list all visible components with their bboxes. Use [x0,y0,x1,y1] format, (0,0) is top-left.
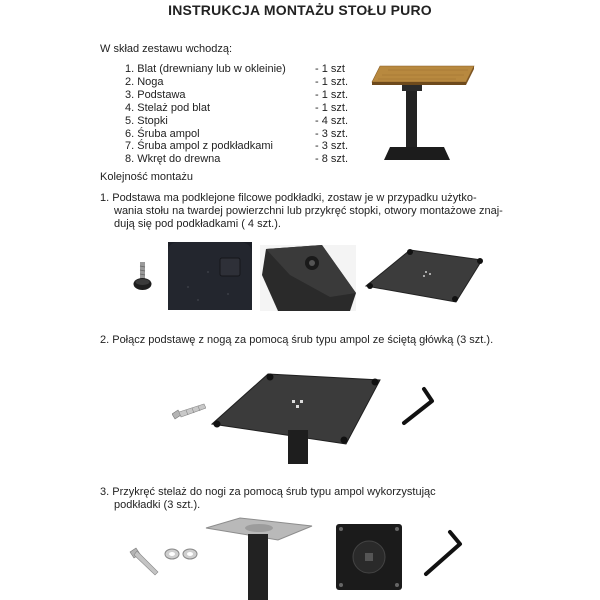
assembly-order-heading: Kolejność montażu [100,171,193,183]
parts-list-item [125,153,348,166]
leg-with-bracket-photo [204,516,314,600]
document-title: INSTRUKCJA MONTAŻU STOŁU PURO [168,2,432,18]
parts-list-item [125,89,348,102]
part-name: 2. Noga [125,75,164,88]
part-name: 4. Stelaż pod blat [125,101,211,114]
parts-list-item [125,63,348,76]
part-name: 5. Stopki [125,114,168,127]
table-photo [368,60,480,168]
part-qty: - 3 szt. [315,140,349,153]
hex-key-photo [420,528,466,580]
step-line: 2. Połącz podstawę z nogą za pomocą śrub typu ampol ze ściętą główką (3 szt.). [100,334,494,346]
part-qty: - 1 szt [315,63,345,75]
parts-list-item [125,128,348,141]
part-qty: - 3 szt. [315,127,349,140]
step-line: dują się pod podkładkami ( 4 szt.). [114,218,281,230]
base-with-leg-photo [210,370,382,464]
parts-list-item [125,115,348,128]
ampol-bolt-photo [172,400,206,424]
step-line: podkładki (3 szt.). [114,499,201,511]
assembly-step-1 [100,192,503,231]
step-line: wania stołu na twardej powierzchni lub przykręć stopki, otwory montażowe znaj- [114,205,503,217]
base-plate-feet-photo [362,248,488,304]
part-name: 7. Śruba ampol z podkładkami [125,140,273,153]
part-qty: - 1 szt. [315,88,349,101]
assembly-step-2 [100,334,493,347]
part-name: 3. Podstawa [125,88,186,101]
base-corner-felt-photo [168,242,252,310]
parts-list-item [125,102,348,115]
glide-foot-photo [126,258,162,298]
part-name: 8. Wkręt do drewna [125,153,221,166]
part-qty: - 4 szt. [315,114,349,127]
part-name: 6. Śruba ampol [125,127,200,140]
assembly-step-3 [100,486,436,512]
bracket-plate-photo [334,522,404,592]
part-qty: - 1 szt. [315,101,349,114]
kit-contents-heading: W skład zestawu wchodzą: [100,43,233,55]
part-qty: - 8 szt. [315,153,349,166]
step-line: 3. Przykręć stelaż do nogi za pomocą śrub typu ampol wykorzystując [100,486,436,498]
hex-key-photo [398,385,438,427]
parts-list-item [125,76,348,89]
part-qty: - 1 szt. [315,75,349,88]
step-line: 1. Podstawa ma podklejone filcowe podkładki, zostaw je w przypadku użytko- [100,192,477,204]
bolt-washers-photo [128,540,204,576]
part-name: 1. Blat (drewniany lub w okleinie) [125,63,286,75]
parts-list [125,63,348,166]
parts-list-item [125,140,348,153]
base-underside-photo [260,245,356,311]
